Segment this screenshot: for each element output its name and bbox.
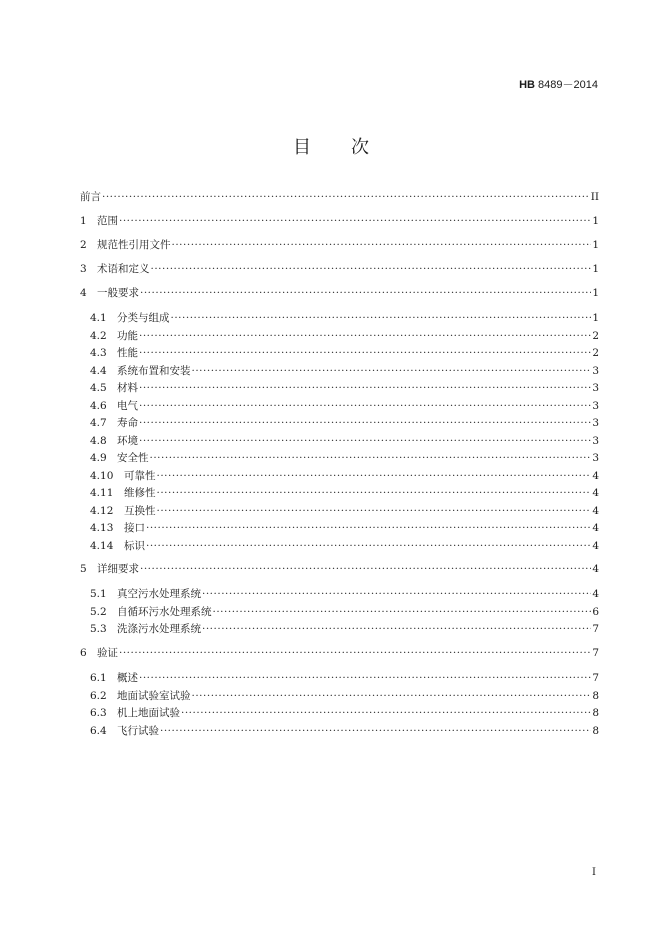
standard-code (519, 76, 598, 92)
toc-entry-label: 概述 (117, 672, 138, 684)
toc-entry-number: 4.6 (90, 400, 107, 412)
toc-entry-label: 互换性 (124, 505, 156, 517)
toc-entry-label: 环境 (117, 435, 138, 447)
toc-entry-page: 4 (592, 487, 599, 499)
toc-entry-label: 标识 (124, 540, 145, 552)
toc-entry[interactable] (90, 346, 599, 360)
toc-entry-label: 材料 (117, 382, 138, 394)
toc-entry-label: 寿命 (117, 417, 138, 429)
toc-entry-label: 系统布置和安装 (117, 365, 191, 377)
toc-entry-page: 7 (592, 672, 599, 684)
toc-leader-dots (139, 416, 591, 430)
toc-leader-dots (171, 311, 592, 325)
toc-entry-number: 6.4 (90, 725, 107, 737)
toc-entry[interactable] (90, 434, 599, 448)
toc-entry[interactable] (90, 605, 599, 619)
toc-entry-label: 功能 (117, 330, 138, 342)
toc-entry-number: 2 (80, 239, 87, 251)
toc-entry-page: 4 (592, 540, 599, 552)
toc-entry-page: 1 (592, 312, 599, 324)
toc-entry[interactable] (90, 706, 599, 720)
toc-entry-label: 详细要求 (97, 563, 139, 575)
toc-entry-page: 1 (592, 263, 599, 275)
toc-entry-label: 接口 (124, 522, 145, 534)
toc-leader-dots (202, 587, 591, 601)
page-number: I (592, 867, 596, 878)
toc-entry-label: 地面试验室试验 (117, 690, 191, 702)
toc-entry-number: 4.5 (90, 382, 107, 394)
toc-entry-number: 4.2 (90, 330, 107, 342)
toc-entry-page: 4 (592, 563, 599, 575)
toc-entry[interactable] (80, 214, 599, 228)
toc-entry-number: 4.7 (90, 417, 107, 429)
toc-entry-number: 6 (80, 647, 87, 659)
toc-entry-number: 4.4 (90, 365, 107, 377)
toc-entry-number: 4.10 (90, 470, 114, 482)
toc-leader-dots (139, 381, 591, 395)
toc-entry-page: 4 (592, 522, 599, 534)
toc-leader-dots (146, 521, 591, 535)
toc-leader-dots (181, 706, 591, 720)
toc-entry-label: 安全性 (117, 452, 149, 464)
toc-entry-number: 5.3 (90, 623, 107, 635)
toc-leader-dots (192, 689, 592, 703)
standard-code-prefix: HB (519, 79, 535, 91)
toc-entry-page: 1 (592, 215, 599, 227)
toc-entry[interactable] (90, 399, 599, 413)
toc-entry-label: 术语和定义 (97, 263, 150, 275)
toc-entry[interactable] (80, 262, 599, 276)
toc-entry[interactable] (90, 416, 599, 430)
standard-code-number: 8489－2014 (538, 79, 598, 91)
toc-leader-dots (172, 238, 592, 252)
toc-entry[interactable] (90, 469, 599, 483)
toc-entry-label: 性能 (117, 347, 138, 359)
toc-entry-number: 6.3 (90, 707, 107, 719)
toc-entry[interactable] (80, 562, 599, 576)
toc-entry-page: 3 (592, 365, 599, 377)
toc-entry-page: 2 (592, 347, 599, 359)
toc-entry-page: 8 (592, 690, 599, 702)
toc-entry-page: 3 (592, 452, 599, 464)
toc-entry-number: 3 (80, 263, 87, 275)
toc-leader-dots (119, 646, 591, 660)
toc-entry-page: 3 (592, 417, 599, 429)
toc-entry-page: 3 (592, 435, 599, 447)
toc-entry-page: 1 (592, 287, 599, 299)
toc-leader-dots (119, 214, 591, 228)
toc-entry-page: 4 (592, 588, 599, 600)
toc-entry-number: 4 (80, 287, 87, 299)
toc-leader-dots (139, 434, 591, 448)
toc-entry-label: 可靠性 (124, 470, 156, 482)
toc-entry[interactable] (90, 486, 599, 500)
toc-leader-dots (157, 469, 592, 483)
toc-entry-label: 验证 (97, 647, 118, 659)
toc-entry[interactable] (90, 329, 599, 343)
toc-leader-dots (139, 671, 591, 685)
toc-entry-page: 6 (592, 606, 599, 618)
toc-entry-label: 真空污水处理系统 (117, 588, 201, 600)
toc-leader-dots (146, 539, 591, 553)
toc-entry-page: 4 (592, 470, 599, 482)
toc-leader-dots (157, 486, 592, 500)
toc-leader-dots (140, 562, 591, 576)
toc-leader-dots (202, 622, 591, 636)
toc-entry-label: 维修性 (124, 487, 156, 499)
toc-entry-page: 8 (592, 707, 599, 719)
toc-leader-dots (139, 346, 591, 360)
toc-leader-dots (151, 262, 592, 276)
toc-entry-number: 6.2 (90, 690, 107, 702)
toc-entry-number: 5 (80, 563, 87, 575)
toc-entry-label: 洗涤污水处理系统 (117, 623, 201, 635)
toc-entry-number: 1 (80, 215, 87, 227)
toc-entry-number: 4.9 (90, 452, 107, 464)
toc-leader-dots (140, 286, 591, 300)
toc-entry-page: 3 (592, 382, 599, 394)
toc-leader-dots (213, 605, 592, 619)
toc-entry[interactable] (90, 671, 599, 685)
toc-entry[interactable] (80, 190, 599, 204)
toc-entry-number: 4.13 (90, 522, 114, 534)
page-title: 目次 (293, 137, 409, 158)
toc-entry[interactable] (90, 539, 599, 553)
toc-entry[interactable] (90, 451, 599, 465)
toc-leader-dots (150, 451, 592, 465)
toc-entry-label: 一般要求 (97, 287, 139, 299)
toc-entry-page: 3 (592, 400, 599, 412)
toc-entry-number: 4.12 (90, 505, 114, 517)
toc-entry[interactable] (90, 622, 599, 636)
toc-entry-number: 4.11 (90, 487, 114, 499)
toc-entry-page: 2 (592, 330, 599, 342)
toc-entry-label: 前言 (80, 191, 101, 203)
toc-entry[interactable] (90, 381, 599, 395)
toc-entry-label: 范围 (97, 215, 118, 227)
toc-entry-page: 7 (592, 623, 599, 635)
toc-entry-number: 6.1 (90, 672, 107, 684)
toc-entry-label: 飞行试验 (117, 725, 159, 737)
toc-leader-dots (157, 504, 592, 518)
toc-entry[interactable] (90, 724, 599, 738)
toc-leader-dots (139, 329, 591, 343)
toc-entry[interactable] (90, 311, 599, 325)
toc-entry[interactable] (90, 689, 599, 703)
toc-entry-number: 4.1 (90, 312, 107, 324)
toc-entry-label: 电气 (117, 400, 138, 412)
toc-entry-page: 7 (592, 647, 599, 659)
toc-leader-dots (192, 364, 592, 378)
toc-entry-page: 1 (592, 239, 599, 251)
toc-entry[interactable] (90, 364, 599, 378)
toc-entry-number: 5.2 (90, 606, 107, 618)
toc-entry-page: II (590, 191, 599, 203)
toc-entry[interactable] (80, 286, 599, 300)
toc-entry-number: 4.3 (90, 347, 107, 359)
toc-leader-dots (160, 724, 591, 738)
toc-leader-dots (102, 190, 590, 204)
toc-entry-page: 8 (592, 725, 599, 737)
toc-entry[interactable] (80, 646, 599, 660)
toc-entry-number: 4.8 (90, 435, 107, 447)
toc-entry-label: 自循环污水处理系统 (117, 606, 212, 618)
toc-entry[interactable] (90, 587, 599, 601)
toc-leader-dots (139, 399, 591, 413)
toc-entry[interactable] (90, 521, 599, 535)
toc-entry-label: 分类与组成 (117, 312, 170, 324)
toc-entry-label: 机上地面试验 (117, 707, 180, 719)
toc-entry[interactable] (90, 504, 599, 518)
toc-entry-number: 5.1 (90, 588, 107, 600)
toc-entry-number: 4.14 (90, 540, 114, 552)
toc-entry-label: 规范性引用文件 (97, 239, 171, 251)
toc-entry-page: 4 (592, 505, 599, 517)
toc-entry[interactable] (80, 238, 599, 252)
